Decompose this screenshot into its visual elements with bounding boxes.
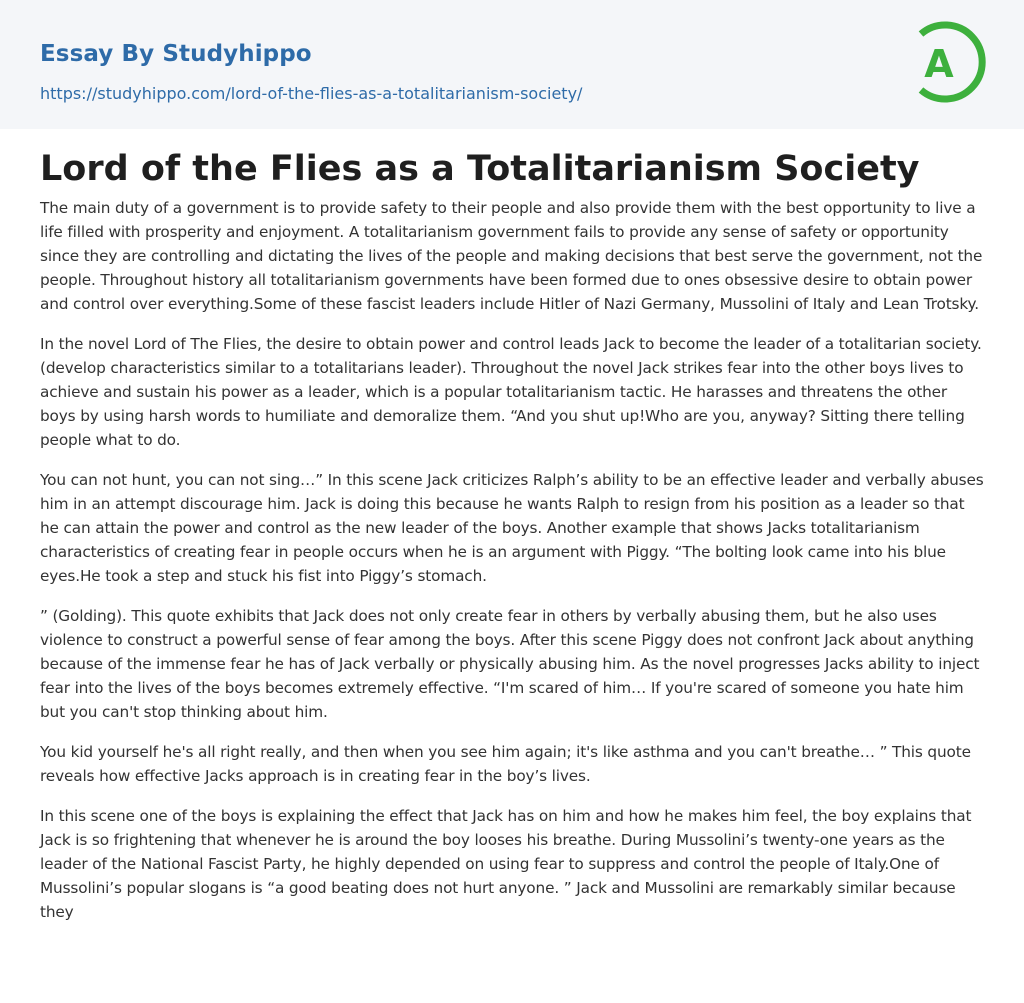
paragraph-5: You kid yourself he's all right really, and then when you see him again; it's like asthma and you can't breathe… ” This quote reveals how effective Jacks approach is in creating fear in the boy’s lives. — [40, 743, 971, 785]
page-title: Lord of the Flies as a Totalitarianism Society — [40, 149, 920, 189]
site-header — [0, 0, 1024, 129]
source-url-link[interactable]: https://studyhippo.com/lord-of-the-flies-as-a-totalitarianism-society/ — [40, 84, 583, 103]
site-title[interactable]: Essay By Studyhippo — [40, 41, 312, 67]
paragraph-3: You can not hunt, you can not sing…” In this scene Jack criticizes Ralph’s ability to be an effective leader and verbally abuses him in an attempt discourage him. Jack is doing this because he wants Ralph to resign from his position as a leader so that he can attain the power and control as the new leader of the boys. Another example that shows Jacks totalitarianism characteristics of creating fear in people occurs when he is an argument with Piggy. “The bolting look came into his blue eyes.He took a step and stuck his fist into Piggy’s stomach. — [40, 471, 984, 585]
logo-letter: A — [924, 42, 954, 86]
paragraph-2: In the novel Lord of The Flies, the desire to obtain power and control leads Jack to become the leader of a totalitarian society. (develop characteristics similar to a totalitarians leader). Throughout the novel Jack strikes fear into the other boys lives to achieve and sustain his power as a leader, which is a popular totalitarianism tactic. He harasses and threatens the other boys by using harsh words to humiliate and demoralize them. “And you shut up!Who are you, anyway? Sitting there telling people what to do. — [40, 335, 982, 449]
article — [0, 129, 1024, 924]
paragraph-6: In this scene one of the boys is explaining the effect that Jack has on him and how he makes him feel, the boy explains that Jack is so frightening that whenever he is around the boy looses his breathe. During Mussolini’s twenty-one years as the leader of the National Fascist Party, he highly depended on using fear to suppress and control the people of Italy.One of Mussolini’s popular slogans is “a good beating does not hurt anyone. ” Jack and Mussolini are remarkably similar because they — [40, 807, 972, 921]
paragraph-4: ” (Golding). This quote exhibits that Jack does not only create fear in others by verbally abusing them, but he also uses violence to construct a powerful sense of fear among the boys. After this scene Piggy does not confront Jack about anything because of the immense fear he has of Jack verbally or physically abusing him. As the novel progresses Jacks ability to inject fear into the lives of the boys becomes extremely effective. “I'm scared of him… If you're scared of someone you hate him but you can't stop thinking about him. — [40, 607, 980, 721]
paragraph-1: The main duty of a government is to provide safety to their people and also provide them with the best opportunity to live a life filled with prosperity and enjoyment. A totalitarianism government fails to provide any sense of safety or opportunity since they are controlling and dictating the lives of the people and making decisions that best serve the government, not the people. Throughout history all totalitarianism governments have been formed due to ones obsessive desire to obtain power and control over everything.Some of these fascist leaders include Hitler of Nazi Germany, Mussolini of Italy and Lean Trotsky. — [40, 199, 983, 313]
studyhippo-logo[interactable] — [912, 20, 986, 104]
